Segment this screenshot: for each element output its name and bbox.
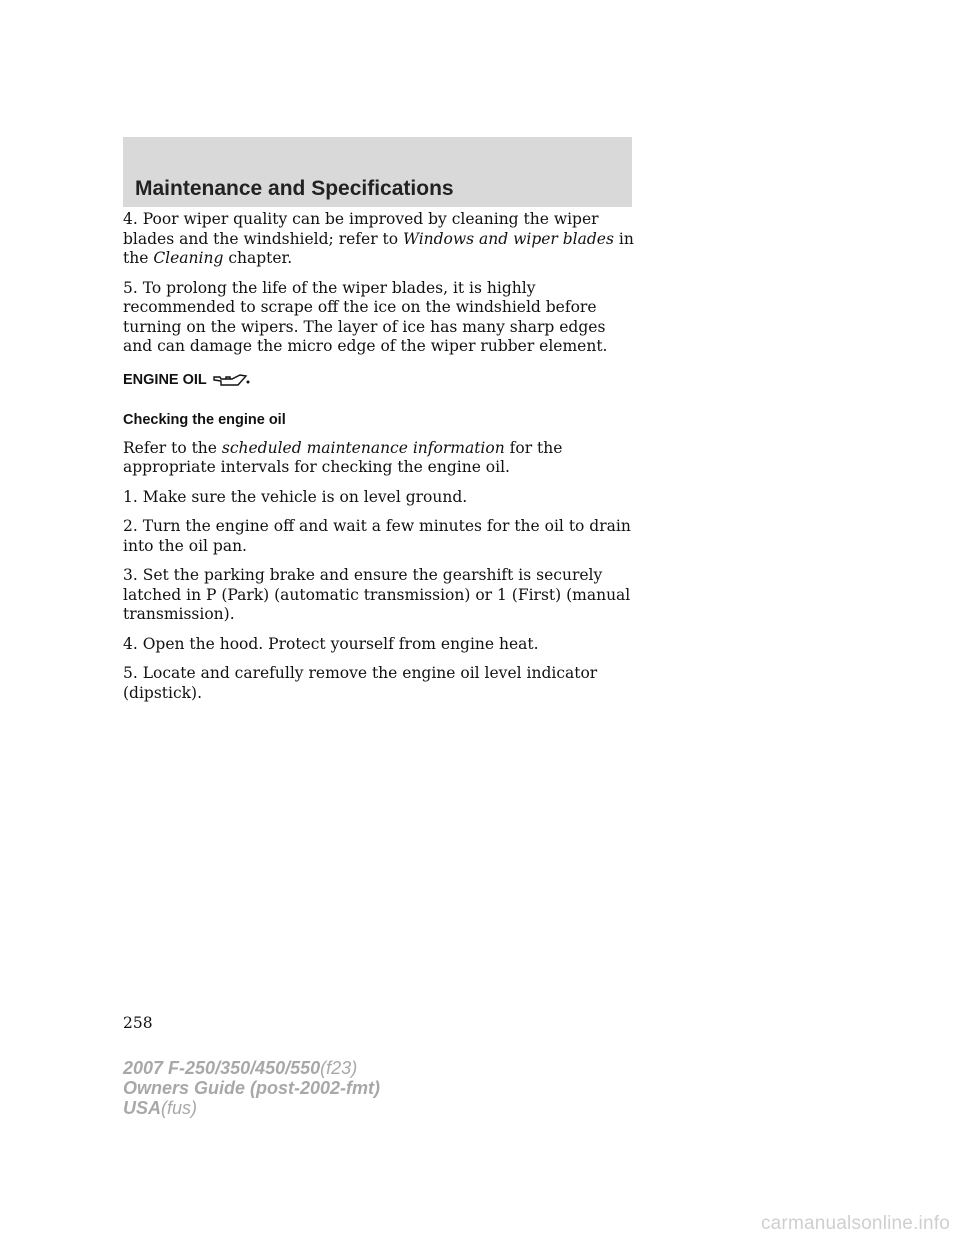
paragraph-refer-schedule: Refer to the scheduled maintenance information for the appropriate intervals for checking the engine oil. [123, 438, 563, 476]
footer-market-line: USA(fus) [123, 1098, 198, 1118]
sub-heading-checking-oil: Checking the engine oil [123, 412, 286, 428]
paragraph-wiper-life: 5. To prolong the life of the wiper blades, it is highly recommended to scrape off the ice on the windshield before turning on the wipers. The layer of ice has many sharp edges and can damage the micro edge of the wiper rubber element. [123, 278, 608, 355]
section-title: Maintenance and Specifications [135, 177, 454, 200]
step-2: 2. Turn the engine off and wait a few minutes for the oil to drain into the oil pan. [123, 517, 631, 555]
step-3: 3. Set the parking brake and ensure the gearshift is securely latched in P (Park) (automatic transmission) or 1 (First) (manual transmission). [123, 566, 631, 623]
reference-scheduled-maintenance: scheduled maintenance information [221, 438, 505, 457]
paragraph-wiper-quality: 4. Poor wiper quality can be improved by cleaning the wiper blades and the windshield; refer to Windows and wiper blades in the Cleaning chapter. [123, 210, 634, 267]
oil-can-icon [212, 372, 250, 388]
step-1: 1. Make sure the vehicle is on level ground. [123, 487, 468, 506]
page-number: 258 [123, 1014, 153, 1032]
step-4: 4. Open the hood. Protect yourself from engine heat. [123, 634, 539, 653]
page-content [123, 210, 638, 713]
document-footer [123, 1058, 380, 1118]
footer-model-line: 2007 F-250/350/450/550(f23) [123, 1058, 358, 1078]
reference-cleaning: Cleaning [153, 249, 224, 267]
step-5: 5. Locate and carefully remove the engine oil level indicator (dipstick). [123, 664, 598, 702]
section-heading-engine-oil: ENGINE OIL [123, 371, 638, 391]
watermark: carmanualsonline.info [760, 1213, 950, 1234]
section-header-band [123, 137, 632, 207]
reference-windows-wiper-blades: Windows and wiper blades [403, 229, 614, 248]
footer-guide-line: Owners Guide (post-2002-fmt) [123, 1078, 381, 1098]
